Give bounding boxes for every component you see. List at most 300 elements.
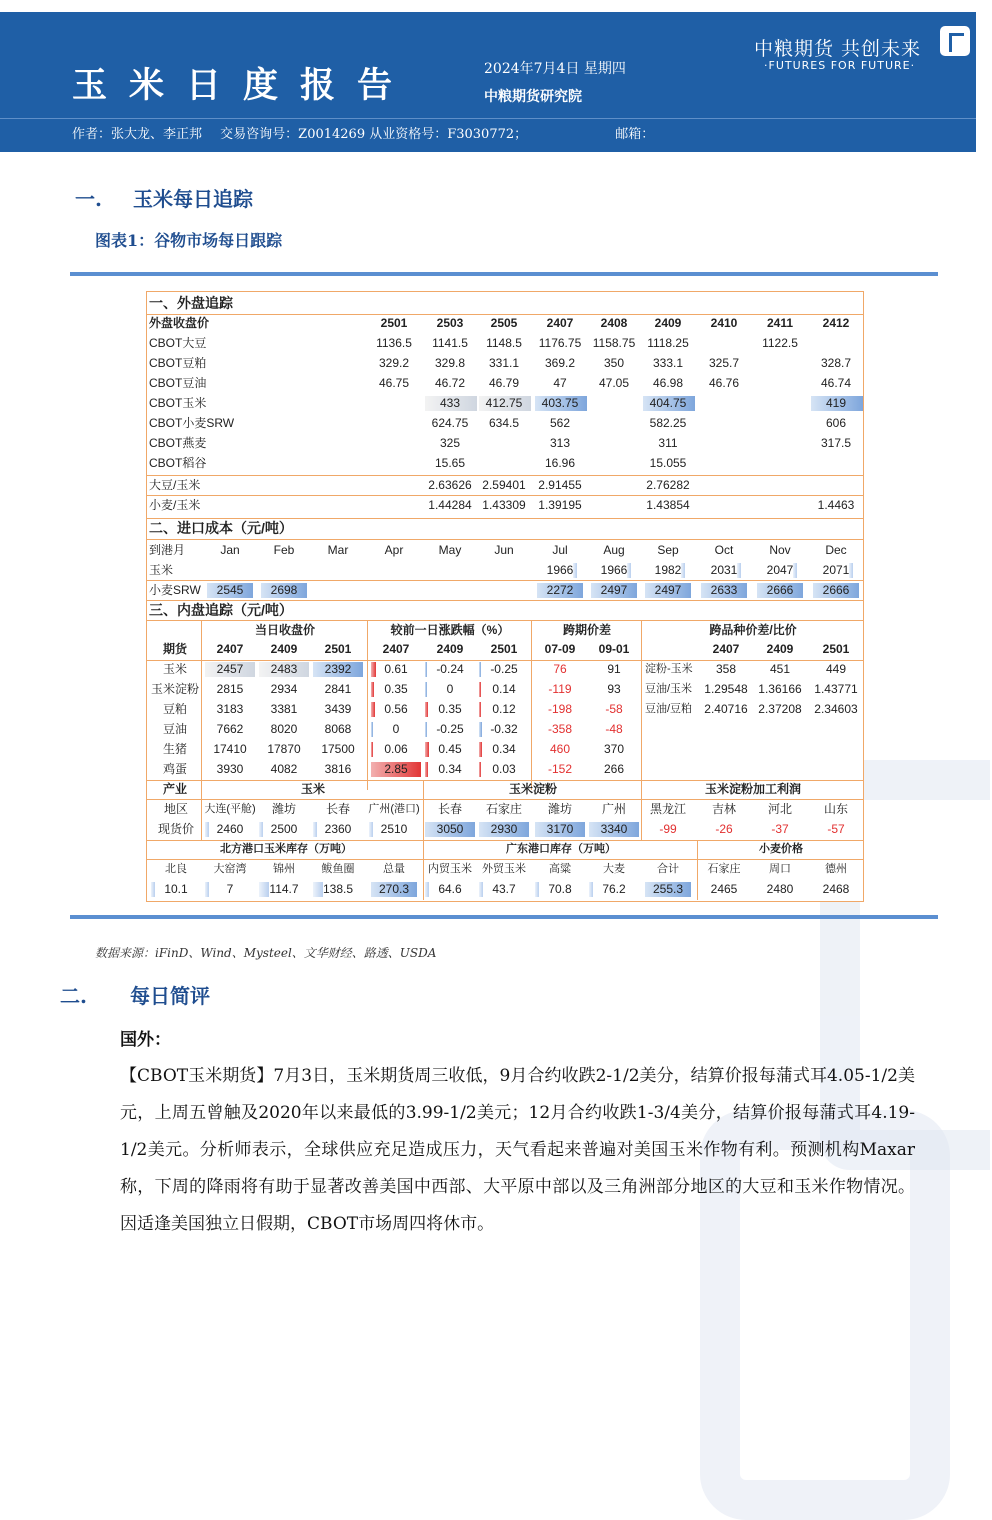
table-cell: [697, 395, 751, 412]
table-cell: 2071: [822, 563, 850, 577]
table-cell: 2545: [216, 583, 244, 597]
table-cell: 0.35: [438, 702, 462, 716]
column-header: 2501: [822, 642, 850, 656]
table-cell: 0.12: [492, 702, 516, 716]
table-cell: 1982: [654, 563, 682, 577]
table-cell: 0: [446, 682, 454, 696]
bottom-rule: [70, 915, 938, 919]
table-cell: 3381: [270, 702, 298, 716]
table-cell: 16.96: [544, 456, 576, 470]
table-cell: 606: [825, 416, 847, 430]
table-cell: [367, 582, 421, 599]
table-cell: 270.3: [378, 882, 410, 896]
table-cell: 0.34: [492, 742, 516, 756]
table-cell: 333.1: [652, 356, 684, 370]
table-cell: 2510: [380, 822, 408, 836]
table-cell: 2666: [766, 583, 794, 597]
column-header: Jun: [494, 543, 514, 557]
table-cell: 1158.75: [592, 336, 636, 350]
table-cell: 17870: [267, 742, 301, 756]
table-cell: 1.39195: [538, 498, 582, 512]
table-cell: [587, 455, 641, 472]
table-divider: [641, 620, 642, 790]
table-cell: -358: [547, 722, 573, 736]
report-header: [0, 12, 976, 152]
table-cell: [203, 562, 257, 579]
table-cell: 2934: [270, 682, 298, 696]
table-cell: 0.06: [384, 742, 408, 756]
column-header: 长春: [437, 802, 462, 816]
table-cell: 451: [769, 662, 791, 676]
license-numbers: 交易咨询号：Z0014269 从业资格号：F3030772；: [220, 127, 528, 142]
table-cell: [367, 562, 421, 579]
table-cell: 2468: [822, 882, 850, 896]
group-header: 玉米: [300, 782, 325, 796]
table-divider: [531, 620, 532, 790]
table-cell: 1.44284: [428, 498, 472, 512]
table-cell: [753, 435, 807, 452]
table-cell: 2480: [766, 882, 794, 896]
column-header: 2410: [710, 316, 738, 330]
column-header: 广州(港口): [368, 803, 420, 815]
column-header: 2412: [822, 316, 850, 330]
table-cell: 10.1: [164, 882, 188, 896]
table-cell: 3930: [216, 762, 244, 776]
column-header: 鲅鱼圈: [321, 863, 355, 875]
table-divider: [147, 539, 863, 540]
table-divider: [147, 799, 863, 800]
table-cell: [423, 582, 477, 599]
group-header: 玉米淀粉: [508, 782, 557, 796]
column-header: Feb: [273, 543, 295, 557]
row-label: 玉米: [149, 563, 174, 577]
section-number: 二.: [60, 984, 87, 1008]
table-cell: 1176.75: [538, 336, 582, 350]
table-cell: [587, 435, 641, 452]
table-cell: [809, 455, 863, 472]
column-header: 2407: [216, 642, 244, 656]
column-header: 2501: [490, 642, 518, 656]
table-cell: [367, 415, 421, 432]
table-cell: 255.3: [652, 882, 684, 896]
table-cell: 2666: [822, 583, 850, 597]
table-cell: [697, 435, 751, 452]
brand-slogan: ·FUTURES FOR FUTURE·: [764, 59, 916, 72]
table-cell: 449: [825, 662, 847, 676]
group-header: 较前一日涨跌幅（%）: [390, 623, 510, 637]
email-label: 邮箱：: [615, 127, 655, 142]
table-cell: 114.7: [269, 882, 299, 896]
table-cell: [367, 435, 421, 452]
row-label: CBOT玉米: [149, 396, 207, 410]
column-header: 潍坊: [547, 802, 572, 816]
table-cell: [809, 477, 863, 494]
row-label: CBOT燕麦: [149, 436, 207, 450]
table-cell: 358: [715, 662, 737, 676]
column-header: 吉林: [711, 802, 736, 816]
table-cell: 2633: [710, 583, 738, 597]
table-cell: 0.56: [384, 702, 408, 716]
table-cell: -0.24: [436, 662, 464, 676]
table-cell: 2465: [710, 882, 738, 896]
table-cell: -26: [715, 822, 733, 836]
table-cell: 17500: [321, 742, 355, 756]
panel-title: 三、内盘追踪（元/吨）: [149, 602, 293, 618]
column-header: Jul: [552, 543, 568, 557]
table-cell: 0: [392, 722, 400, 736]
group-header: 北方港口玉米库存（万吨）: [220, 843, 352, 855]
column-header: 德州: [825, 863, 847, 875]
table-cell: 3439: [324, 702, 352, 716]
table-cell: 2031: [710, 563, 738, 577]
column-header: 合计: [657, 863, 679, 875]
table-cell: -37: [771, 822, 789, 836]
table-cell: -58: [605, 702, 623, 716]
table-cell: [367, 497, 421, 514]
column-header: 2409: [654, 316, 682, 330]
table-cell: 2841: [324, 682, 352, 696]
table-cell: 3340: [600, 822, 628, 836]
table-cell: [367, 455, 421, 472]
chart-title: 图表1：谷物市场每日跟踪: [95, 231, 283, 250]
column-header: 石家庄: [707, 863, 741, 875]
table-cell: 1966: [600, 563, 628, 577]
row-label: 玉米: [162, 662, 187, 676]
column-header: May: [438, 543, 462, 557]
table-cell: 2272: [546, 583, 574, 597]
table-cell: 433: [439, 396, 461, 410]
table-divider: [147, 859, 863, 860]
table-cell: 624.75: [431, 416, 469, 430]
table-cell: 419: [825, 396, 847, 410]
table-cell: [477, 435, 531, 452]
table-cell: 76: [553, 662, 567, 676]
table-cell: 3816: [324, 762, 352, 776]
row-label: 现货价: [157, 822, 194, 836]
brand-logo-icon: [940, 26, 970, 56]
table-cell: 1.4463: [817, 498, 855, 512]
table-cell: 17410: [213, 742, 247, 756]
table-cell: 15.055: [649, 456, 687, 470]
table-cell: 2047: [766, 563, 794, 577]
table-cell: 1122.5: [762, 336, 798, 350]
table-cell: [753, 355, 807, 372]
table-cell: 8020: [270, 722, 298, 736]
table-cell: [423, 562, 477, 579]
table-cell: 2698: [270, 583, 298, 597]
table-divider: [147, 495, 863, 496]
table-cell: [753, 415, 807, 432]
row-label: 淀粉-玉米: [645, 663, 693, 675]
table-cell: 3050: [436, 822, 464, 836]
table-cell: [311, 582, 365, 599]
column-header: Mar: [327, 543, 349, 557]
column-header: 山东: [823, 802, 848, 816]
table-cell: 582.25: [649, 416, 687, 430]
table-cell: 1.29548: [704, 682, 748, 696]
table-cell: 313: [549, 436, 571, 450]
table-cell: 311: [658, 436, 678, 450]
table-cell: 370: [603, 742, 625, 756]
table-cell: 47.05: [598, 376, 630, 390]
table-cell: [697, 477, 751, 494]
row-label: 小麦/玉米: [149, 498, 201, 512]
column-header: 黑龙江: [649, 802, 686, 816]
column-header: 锦州: [273, 863, 295, 875]
column-header: 河北: [767, 802, 792, 816]
group-header: 跨期价差: [562, 623, 611, 637]
table-cell: 1.43771: [814, 682, 858, 696]
column-header: 到港月: [149, 543, 186, 557]
column-header: 2503: [436, 316, 464, 330]
column-header: 2409: [436, 642, 464, 656]
table-cell: 3170: [546, 822, 574, 836]
table-cell: 0.45: [438, 742, 462, 756]
table-cell: 266: [603, 762, 625, 776]
table-cell: 2.85: [384, 762, 408, 776]
table-cell: -152: [547, 762, 573, 776]
table-cell: 2360: [324, 822, 352, 836]
table-cell: 2930: [490, 822, 518, 836]
column-header: 内贸玉米: [428, 863, 472, 875]
table-cell: 8068: [324, 722, 352, 736]
column-header: 潍坊: [271, 802, 296, 816]
table-cell: -0.25: [490, 662, 518, 676]
table-cell: [367, 477, 421, 494]
panel-title: 一、外盘追踪: [149, 295, 233, 311]
row-label: CBOT稻谷: [149, 456, 207, 470]
table-cell: 1141.5: [432, 336, 468, 350]
table-cell: 46.76: [708, 376, 740, 390]
section-title: 每日简评: [130, 984, 210, 1008]
table-cell: 350: [603, 356, 625, 370]
table-divider: [147, 580, 863, 581]
table-cell: 2.63626: [428, 478, 472, 492]
table-cell: [587, 395, 641, 412]
table-cell: 0.34: [438, 762, 462, 776]
column-header: 石家庄: [485, 802, 522, 816]
table-cell: 634.5: [488, 416, 520, 430]
column-header: 地区: [163, 802, 188, 816]
table-divider: [201, 620, 202, 790]
brand-name: 中粮期货 共创未来: [754, 38, 922, 60]
table-cell: 0.35: [384, 682, 408, 696]
report-title: 玉米日度报告: [72, 65, 415, 106]
sub-heading: 国外：: [120, 1030, 171, 1050]
row-label: CBOT大豆: [149, 336, 207, 350]
column-header: 2407: [382, 642, 410, 656]
table-cell: 2457: [216, 662, 244, 676]
table-cell: 91: [607, 662, 621, 676]
row-label: CBOT小麦SRW: [149, 416, 235, 430]
table-cell: 76.2: [602, 882, 626, 896]
row-label: 豆粕: [162, 702, 187, 716]
column-header: 广州: [601, 802, 626, 816]
table-cell: 7: [226, 882, 234, 896]
table-cell: 2483: [270, 662, 298, 676]
table-cell: 317.5: [820, 436, 852, 450]
table-cell: [587, 477, 641, 494]
panel-title: 二、进口成本（元/吨）: [149, 520, 293, 536]
table-divider: [367, 620, 368, 790]
section-title: 玉米每日追踪: [133, 187, 253, 211]
column-header: 外贸玉米: [482, 863, 526, 875]
column-header: 2501: [380, 316, 408, 330]
table-cell: 2.34603: [814, 702, 858, 716]
table-cell: [367, 395, 421, 412]
table-cell: 93: [607, 682, 621, 696]
column-header: 09-01: [598, 642, 630, 656]
table-cell: [809, 335, 863, 352]
column-header: 总量: [383, 863, 405, 875]
table-cell: [587, 497, 641, 514]
table-cell: 329.8: [434, 356, 466, 370]
table-cell: 2.76282: [646, 478, 690, 492]
table-cell: [477, 562, 531, 579]
column-header: 2505: [490, 316, 518, 330]
table-cell: 43.7: [492, 882, 516, 896]
table-cell: 2460: [216, 822, 244, 836]
table-cell: 1966: [546, 563, 574, 577]
column-header: 周口: [769, 863, 791, 875]
column-header: Aug: [603, 543, 625, 557]
column-header: Jan: [220, 543, 240, 557]
table-cell: [257, 562, 311, 579]
data-source: 数据来源：iFinD、Wind、Mysteel、文华财经、路透、USDA: [95, 946, 437, 960]
table-cell: 2.59401: [482, 478, 526, 492]
group-header: 期货: [162, 642, 187, 656]
table-cell: 325: [439, 436, 461, 450]
column-header: 07-09: [544, 642, 576, 656]
table-cell: 1.36166: [758, 682, 802, 696]
table-cell: 4082: [270, 762, 298, 776]
table-cell: [697, 415, 751, 432]
table-cell: [477, 455, 531, 472]
table-cell: [311, 562, 365, 579]
table-cell: 460: [549, 742, 571, 756]
top-rule: [70, 272, 938, 276]
table-cell: 2.40716: [704, 702, 748, 716]
row-label: 玉米淀粉: [150, 682, 199, 696]
table-divider: [147, 620, 863, 621]
header-divider: [0, 118, 976, 119]
table-cell: 331.1: [488, 356, 520, 370]
table-cell: [753, 477, 807, 494]
table-cell: 2392: [324, 662, 352, 676]
table-cell: -119: [548, 682, 572, 696]
group-header: 小麦价格: [759, 843, 803, 855]
column-header: 外盘收盘价: [149, 316, 210, 330]
table-cell: 1136.5: [376, 336, 412, 350]
column-header: 2407: [546, 316, 574, 330]
table-cell: 7662: [216, 722, 244, 736]
table-cell: 64.6: [438, 882, 462, 896]
column-header: 2501: [324, 642, 352, 656]
table-cell: 70.8: [548, 882, 572, 896]
table-cell: 1118.25: [647, 336, 689, 350]
column-header: 长春: [325, 802, 350, 816]
table-cell: [697, 497, 751, 514]
row-label: 小麦SRW: [149, 583, 201, 597]
column-header: Nov: [769, 543, 791, 557]
table-cell: 404.75: [649, 396, 687, 410]
table-cell: 0.14: [492, 682, 516, 696]
column-header: 大窑湾: [213, 863, 247, 875]
table-cell: 403.75: [541, 396, 579, 410]
table-cell: 0.03: [492, 762, 516, 776]
group-header: 产业: [162, 782, 187, 796]
column-header: Apr: [384, 543, 404, 557]
table-cell: 3183: [216, 702, 244, 716]
table-cell: 1.43854: [646, 498, 690, 512]
table-cell: 2497: [654, 583, 682, 597]
column-header: 2407: [712, 642, 740, 656]
table-cell: 138.5: [322, 882, 354, 896]
table-cell: 1.43309: [482, 498, 526, 512]
grain-market-table: [146, 291, 864, 902]
table-cell: -198: [547, 702, 573, 716]
table-cell: 46.98: [652, 376, 684, 390]
table-cell: -0.32: [490, 722, 518, 736]
row-label: CBOT豆粕: [149, 356, 207, 370]
table-cell: 46.75: [378, 376, 410, 390]
table-cell: [753, 455, 807, 472]
table-cell: 369.2: [544, 356, 576, 370]
author-line: [72, 123, 668, 142]
table-divider: [147, 475, 863, 476]
column-header: Sep: [657, 543, 679, 557]
section-heading-2: [60, 980, 210, 1009]
table-cell: 2.91455: [538, 478, 582, 492]
table-cell: -48: [605, 722, 623, 736]
table-cell: 562: [549, 416, 571, 430]
table-cell: 46.72: [434, 376, 466, 390]
table-cell: -57: [827, 822, 845, 836]
table-cell: 325.7: [708, 356, 740, 370]
column-header: Dec: [825, 543, 847, 557]
column-header: 2409: [766, 642, 794, 656]
column-header: 高粱: [549, 863, 571, 875]
table-cell: 46.74: [820, 376, 852, 390]
group-header: 当日收盘价: [254, 623, 315, 637]
table-cell: [753, 395, 807, 412]
section-heading-1: [75, 183, 253, 212]
table-cell: [587, 415, 641, 432]
row-label: CBOT豆油: [149, 376, 207, 390]
table-cell: 2497: [600, 583, 628, 597]
column-header: 北良: [165, 863, 187, 875]
table-cell: 0.61: [384, 662, 408, 676]
column-header: 2408: [600, 316, 628, 330]
commentary-paragraph: 【CBOT玉米期货】7月3日，玉米期货周三收低，9月合约收跌2-1/2美分，结算价报每蒲式耳4.05-1/2美元，上周五曾触及2020年以来最低的3.99-1/2美元；12月合约收跌1-3/4美分，结算价报每蒲式耳4.19-1/2美元。分析师表示，全球供应充足造成压力，天气看起来普遍对美国玉米作物有利。预测机构Maxar称，下周的降雨将有助于显著改善美国中西部、大平原中部以及三角洲部分地区的大豆和玉米作物情况。因适逢美国独立日假期，CBOT市场周四将休市。: [120, 1066, 915, 1234]
table-cell: 1148.5: [486, 336, 522, 350]
report-org: 中粮期货研究院: [484, 89, 582, 105]
group-header: 玉米淀粉加工利润: [704, 782, 801, 796]
row-label: 大豆/玉米: [149, 478, 201, 492]
section-number: 一.: [75, 187, 102, 211]
table-cell: [753, 375, 807, 392]
table-cell: -0.25: [436, 722, 464, 736]
column-header: Oct: [714, 543, 734, 557]
table-cell: 412.75: [485, 396, 523, 410]
table-cell: 328.7: [820, 356, 852, 370]
table-cell: [753, 497, 807, 514]
table-cell: 47: [553, 376, 567, 390]
group-header: 跨品种价差/比价: [709, 623, 797, 637]
row-label: 豆油/豆粕: [645, 703, 693, 715]
column-header: 2411: [766, 316, 794, 330]
group-header: 广东港口库存（万吨）: [506, 843, 616, 855]
